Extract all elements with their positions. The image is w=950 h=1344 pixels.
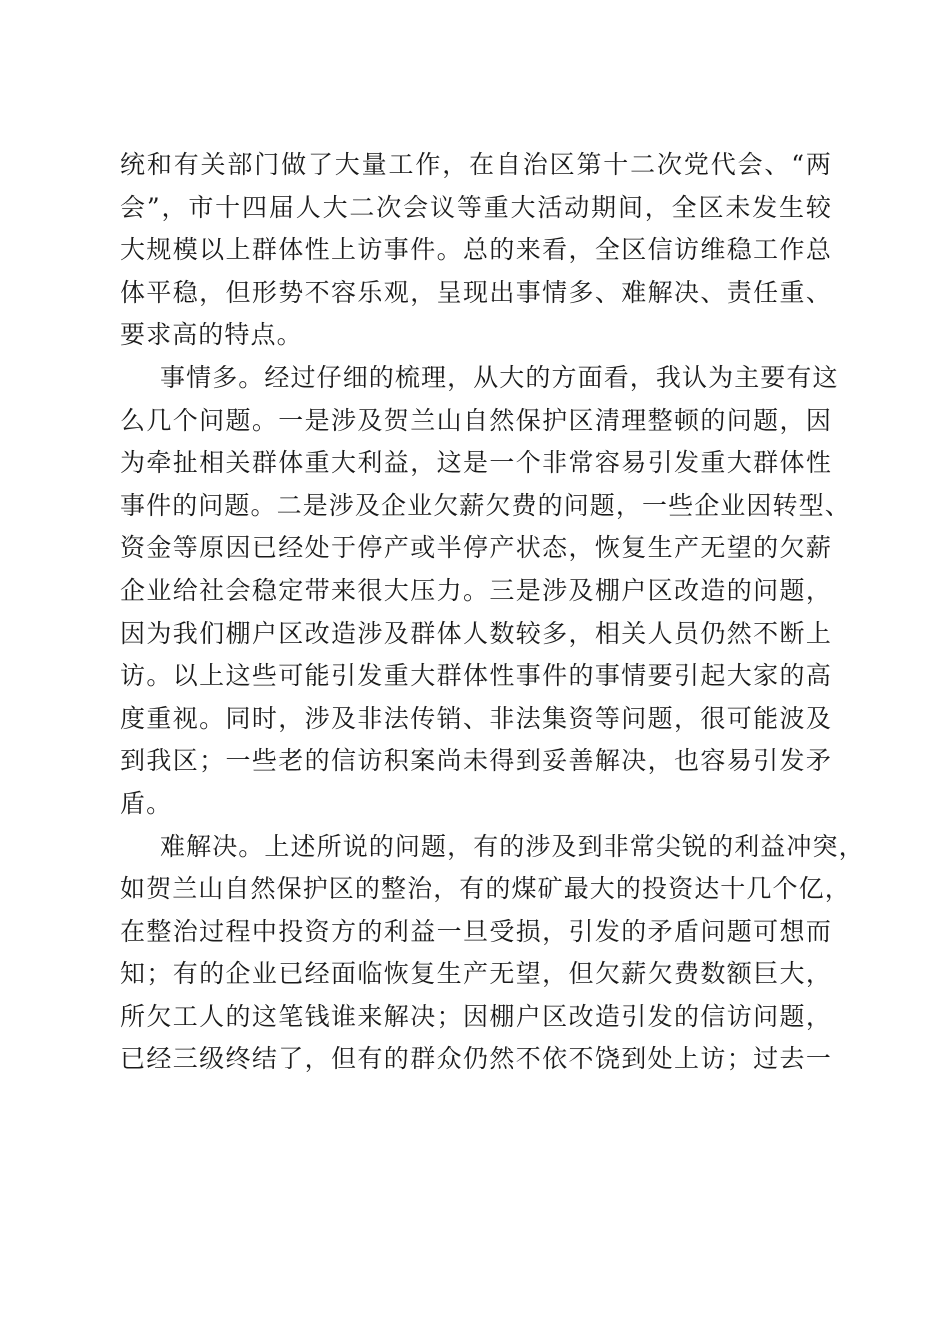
paragraph-1-line-2: 会”，市十四届人大二次会议等重大活动期间，全区未发生较 [120,192,832,222]
document-body [120,144,865,1081]
paragraph-1-line-3: 大规模以上群体性上访事件。总的来看，全区信访维稳工作总 [120,235,832,265]
paragraph-2-line-2: 么几个问题。一是涉及贺兰山自然保护区清理整顿的问题，因 [120,405,832,435]
paragraph-3-line-4: 知；有的企业已经面临恢复生产无望，但欠薪欠费数额巨大， [120,959,832,989]
paragraph-2-line-1: 事情多。经过仔细的梳理，从大的方面看，我认为主要有这 [160,362,839,392]
paragraph-2-line-7: 因为我们棚户区改造涉及群体人数较多，相关人员仍然不断上 [120,618,832,648]
paragraph-3-line-1: 难解决。上述所说的问题，有的涉及到非常尖锐的利益冲突， [160,831,865,861]
paragraph-1-line-1: 统和有关部门做了大量工作，在自治区第十二次党代会、“两 [120,150,832,179]
paragraph-3-line-3: 在整治过程中投资方的利益一旦受损，引发的矛盾问题可想而 [120,916,832,946]
paragraph-2-line-6: 企业给社会稳定带来很大压力。三是涉及棚户区改造的问题， [120,575,832,605]
paragraph-2-line-8: 访。以上这些可能引发重大群体性事件的事情要引起大家的高 [120,661,832,691]
paragraph-2-line-4: 事件的问题。二是涉及企业欠薪欠费的问题，一些企业因转型、 [120,490,851,520]
paragraph-3-line-5: 所欠工人的这笔钱谁来解决；因棚户区改造引发的信访问题， [120,1001,832,1031]
paragraph-2-line-11: 盾。 [120,788,173,818]
paragraph-3-line-6: 已经三级终结了，但有的群众仍然不依不饶到处上访；过去一 [120,1044,832,1074]
paragraph-1-line-5: 要求高的特点。 [120,320,303,350]
paragraph-3-line-2: 如贺兰山自然保护区的整治，有的煤矿最大的投资达十几个亿， [120,874,851,904]
paragraph-2-line-3: 为牵扯相关群体重大利益，这是一个非常容易引发重大群体性 [120,448,832,478]
paragraph-2-line-5: 资金等原因已经处于停产或半停产状态，恢复生产无望的欠薪 [120,533,832,563]
paragraph-2-line-10: 到我区；一些老的信访积案尚未得到妥善解决，也容易引发矛 [120,746,832,776]
paragraph-1-line-4: 体平稳，但形势不容乐观，呈现出事情多、难解决、责任重、 [120,277,832,307]
paragraph-2-line-9: 度重视。同时，涉及非法传销、非法集资等问题，很可能波及 [120,703,832,733]
